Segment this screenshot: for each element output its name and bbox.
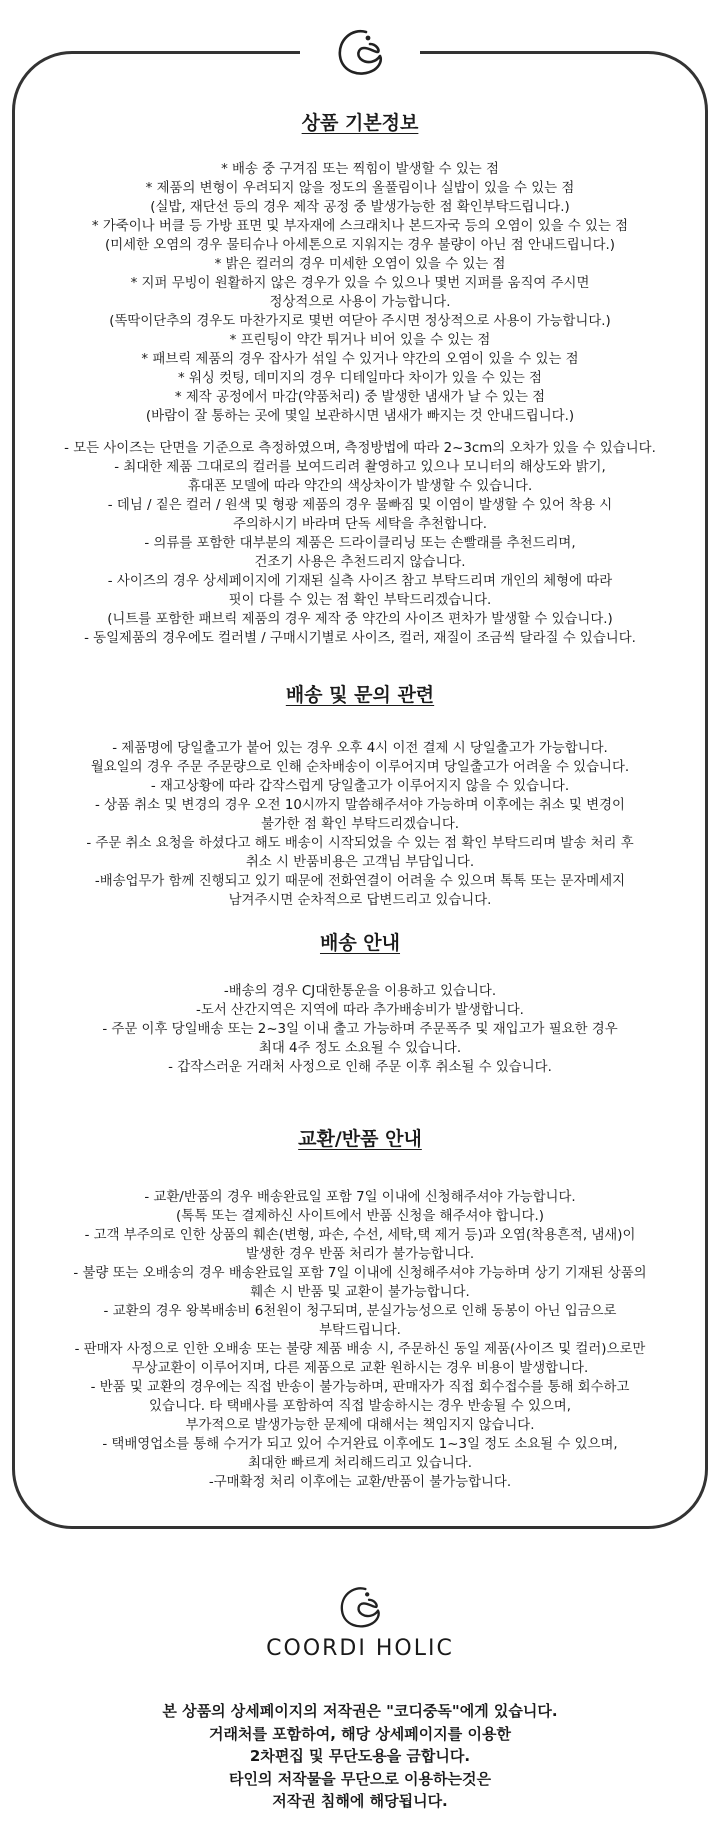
- list-item: * 밝은 컬러의 경우 미세한 오염이 있을 수 있는 점: [214, 257, 506, 272]
- list-item: -배송의 경우 CJ대한통운을 이용하고 있습니다.: [223, 984, 497, 999]
- basic-info-title: 상품 기본정보: [301, 112, 419, 134]
- list-item: -구매확정 처리 이후에는 교환/반품이 불가능합니다.: [208, 1475, 512, 1490]
- brand-name: COORDI HOLIC: [266, 1636, 454, 1661]
- shipping-inquiry-lines: [40, 739, 680, 910]
- list-item: - 교환의 경우 왕복배송비 6천원이 청구되며, 분실가능성으로 인해 동봉이 아닌 입금으로: [103, 1304, 617, 1319]
- list-item: - 교환/반품의 경우 배송완료일 포함 7일 이내에 신청해주셔야 가능합니다.: [144, 1190, 576, 1205]
- list-item: * 워싱 컷팅, 데미지의 경우 디테일마다 차이가 있을 수 있는 점: [178, 371, 542, 386]
- list-item: 부탁드립니다.: [319, 1323, 401, 1338]
- list-item: 최대한 빠르게 처리해드리고 있습니다.: [248, 1456, 472, 1471]
- list-item: (톡톡 또는 결제하신 사이트에서 반품 신청을 해주셔야 합니다.): [176, 1209, 544, 1224]
- list-item: - 제품명에 당일출고가 붙어 있는 경우 오후 4시 이전 결제 시 당일출고가 가능합니다.: [112, 741, 608, 756]
- list-item: - 갑작스러운 거래처 사정으로 인해 주문 이후 취소될 수 있습니다.: [168, 1060, 552, 1075]
- basic-info-guide: [40, 439, 680, 648]
- list-item: * 가죽이나 버클 등 가방 표면 및 부자재에 스크래치나 본드자국 등의 오염이 있을 수 있는 점: [91, 219, 629, 234]
- list-item: - 판매자 사정으로 인한 오배송 또는 불량 제품 배송 시, 주문하신 동일 제품(사이즈 및 컬러)으로만: [74, 1342, 646, 1357]
- list-item: 있습니다. 타 택배사를 포함하여 직접 발송하시는 경우 반송될 수 있으며,: [149, 1399, 571, 1414]
- list-item: * 제품의 변형이 우려되지 않을 정도의 올풀림이나 실밥이 있을 수 있는 점: [145, 181, 575, 196]
- copyright-notice: [0, 1700, 720, 1813]
- moon-face-icon: [333, 1580, 387, 1634]
- list-item: (실밥, 재단선 등의 경우 제작 공정 중 발생가능한 점 확인부탁드립니다.): [150, 200, 570, 215]
- shipping-guide-title: 배송 안내: [319, 932, 401, 954]
- list-item: - 데님 / 짙은 컬러 / 원색 및 형광 제품의 경우 물빠짐 및 이염이 발생할 수 있어 착용 시: [107, 498, 613, 513]
- list-item: - 의류를 포함한 대부분의 제품은 드라이클리닝 또는 손빨래를 추천드리며,: [144, 536, 576, 551]
- list-item: - 사이즈의 경우 상세페이지에 기재된 실측 사이즈 참고 부탁드리며 개인의 체형에 따라: [107, 574, 613, 589]
- list-item: * 제작 공정에서 마감(약품처리) 중 발생한 냄새가 날 수 있는 점: [174, 390, 546, 405]
- list-item: 저작권 침해에 해당됩니다.: [272, 1792, 448, 1810]
- list-item: - 상품 취소 및 변경의 경우 오전 10시까지 말씀해주셔야 가능하며 이후에는 취소 및 변경이: [95, 798, 625, 813]
- list-item: 부가적으로 발생가능한 문제에 대해서는 책임지지 않습니다.: [185, 1418, 535, 1433]
- list-item: 훼손 시 반품 및 교환이 불가능합니다.: [250, 1285, 470, 1300]
- list-item: - 주문 취소 요청을 하셨다고 해도 배송이 시작되었을 수 있는 점 확인 부탁드리며 발송 처리 후: [86, 836, 634, 851]
- list-item: * 배송 중 구겨짐 또는 찍힘이 발생할 수 있는 점: [221, 162, 499, 177]
- list-item: (바람이 잘 통하는 곳에 몇일 보관하시면 냄새가 빠지는 것 안내드립니다.): [145, 409, 575, 424]
- list-item: 정상적으로 사용이 가능합니다.: [269, 295, 451, 310]
- list-item: - 주문 이후 당일배송 또는 2~3일 이내 출고 가능하며 주문폭주 및 재입고가 필요한 경우: [102, 1022, 618, 1037]
- list-item: 타인의 저작물을 무단으로 이용하는것은: [229, 1769, 491, 1788]
- list-item: 취소 시 반품비용은 고객님 부담입니다.: [245, 855, 475, 870]
- list-item: - 재고상황에 따라 갑작스럽게 당일출고가 이루어지지 않을 수 있습니다.: [150, 779, 570, 794]
- list-item: -도서 산간지역은 지역에 따라 추가배송비가 발생합니다.: [196, 1003, 524, 1018]
- list-item: 거래처를 포함하여, 해당 상세페이지를 이용한: [209, 1724, 511, 1743]
- list-item: -배송업무가 함께 진행되고 있기 때문에 전화연결이 어려울 수 있으며 톡톡 또는 문자메세지: [94, 874, 626, 889]
- exchange-return-title: 교환/반품 안내: [298, 1128, 422, 1150]
- exchange-return-lines: [40, 1188, 680, 1492]
- list-item: - 모든 사이즈는 단면을 기준으로 측정하였으며, 측정방법에 따라 2~3cm의 오차가 있을 수 있습니다.: [64, 441, 656, 456]
- list-item: 핏이 다를 수 있는 점 확인 부탁드리겠습니다.: [228, 593, 492, 608]
- list-item: - 택배영업소를 통해 수거가 되고 있어 수거완료 이후에도 1~3일 정도 소요될 수 있으며,: [102, 1437, 618, 1452]
- list-item: - 동일제품의 경우에도 컬러별 / 구매시기별로 사이즈, 컬러, 재질이 조금씩 달라질 수 있습니다.: [84, 631, 636, 646]
- list-item: 남겨주시면 순차적으로 답변드리고 있습니다.: [228, 893, 492, 908]
- basic-info-notes: [40, 160, 680, 426]
- list-item: * 지퍼 무빙이 원활하지 않은 경우가 있을 수 있으나 몇번 지퍼를 움직여 주시면: [130, 276, 590, 291]
- list-item: 발생한 경우 반품 처리가 불가능합니다.: [245, 1247, 475, 1262]
- list-item: (미세한 오염의 경우 물티슈나 아세톤으로 지워지는 경우 불량이 아닌 점 안내드립니다.): [104, 238, 615, 253]
- moon-face-icon: [330, 22, 390, 82]
- list-item: 무상교환이 이루어지며, 다른 제품으로 교환 원하시는 경우 비용이 발생합니다.: [131, 1361, 589, 1376]
- shipping-inquiry-title: 배송 및 문의 관련: [285, 684, 435, 706]
- list-item: 최대 4주 정도 소요될 수 있습니다.: [258, 1041, 462, 1056]
- list-item: 휴대폰 모델에 따라 약간의 색상차이가 발생할 수 있습니다.: [187, 479, 533, 494]
- list-item: - 최대한 제품 그대로의 컬러를 보여드리려 촬영하고 있으나 모니터의 해상도와 밝기,: [114, 460, 606, 475]
- list-item: 불가한 점 확인 부탁드리겠습니다.: [260, 817, 460, 832]
- list-item: * 프린팅이 약간 튀거나 비어 있을 수 있는 점: [229, 333, 491, 348]
- list-item: 월요일의 경우 주문 주문량으로 인해 순차배송이 이루어지며 당일출고가 어려울 수 있습니다.: [90, 760, 630, 775]
- shipping-guide-lines: [40, 982, 680, 1077]
- list-item: 본 상품의 상세페이지의 저작권은 "코디중독"에게 있습니다.: [162, 1702, 558, 1720]
- list-item: (니트를 포함한 패브릭 제품의 경우 제작 중 약간의 사이즈 편차가 발생할 수 있습니다.): [107, 612, 613, 627]
- list-item: 건조기 사용은 추천드리지 않습니다.: [254, 555, 466, 570]
- list-item: 주의하시기 바라며 단독 세탁을 추천합니다.: [232, 517, 488, 532]
- list-item: 2차편집 및 무단도용을 금합니다.: [249, 1747, 471, 1765]
- list-item: - 반품 및 교환의 경우에는 직접 반송이 불가능하며, 판매자가 직접 회수접수를 통해 회수하고: [90, 1380, 630, 1395]
- list-item: - 고객 부주의로 인한 상품의 훼손(변형, 파손, 수선, 세탁,택 제거 등)과 오염(착용흔적, 냄새)이: [84, 1228, 636, 1243]
- list-item: - 불량 또는 오배송의 경우 배송완료일 포함 7일 이내에 신청해주셔야 가능하며 상기 기재된 상품의: [73, 1266, 647, 1281]
- list-item: * 패브릭 제품의 경우 잡사가 섞일 수 있거나 약간의 오염이 있을 수 있는 점: [141, 352, 579, 367]
- list-item: (똑딱이단추의 경우도 마찬가지로 몇번 여닫아 주시면 정상적으로 사용이 가능합니다.): [109, 314, 611, 329]
